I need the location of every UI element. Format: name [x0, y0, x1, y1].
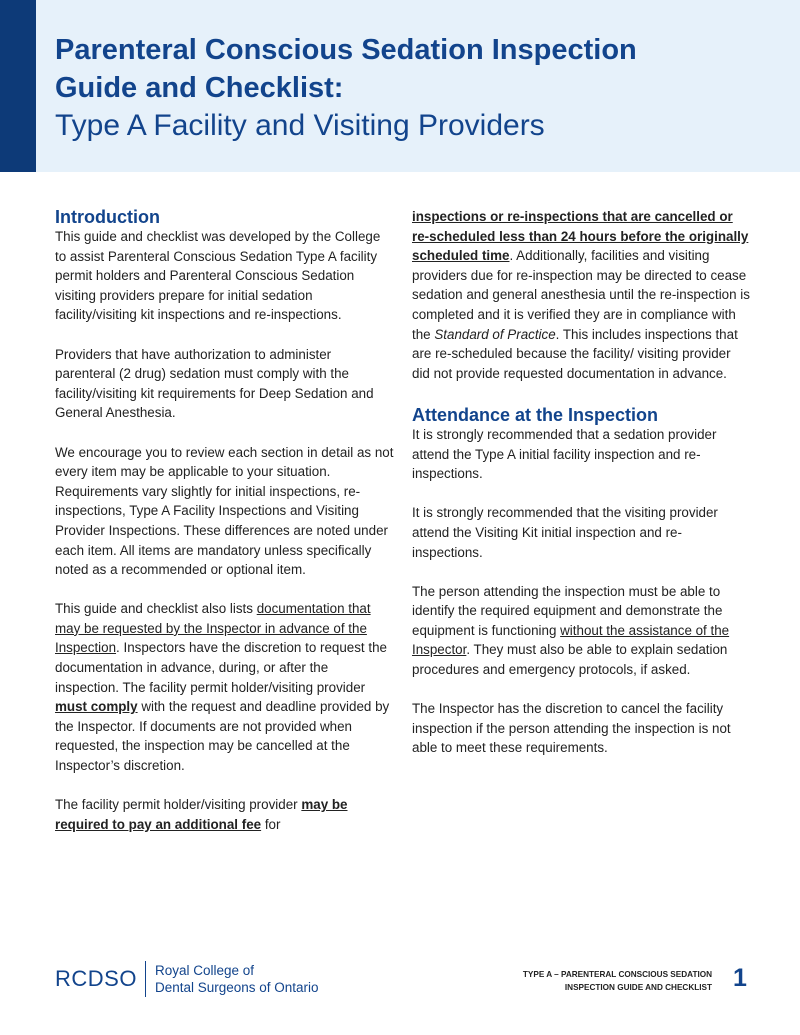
without-assistance-link[interactable]: without the assistance of the Inspector	[412, 622, 730, 658]
must-comply-emphasis: must comply	[55, 699, 138, 715]
attendance-paragraph-1: It is strongly recommended that a sedation provider attend the Type A initial facility inspection and re-inspections.	[412, 426, 717, 482]
title-line-1: Parenteral Conscious Sedation Inspection	[55, 34, 637, 66]
logo-divider	[145, 961, 146, 997]
intro-paragraph-5: The facility permit holder/visiting provider may be required to pay an additional fee for	[55, 797, 348, 832]
rcdso-logo	[55, 961, 319, 997]
standard-of-practice-ref: Standard of Practice	[434, 326, 556, 342]
logo-wordmark: RCDSO	[55, 966, 137, 991]
attendance-paragraph-4: The Inspector has the discretion to cancel the facility inspection if the person attending the inspection is not able to meet these requirements.	[412, 701, 731, 756]
header-accent-bar	[0, 0, 36, 172]
page-subtitle: Type A Facility and Visiting Providers	[55, 109, 545, 142]
intro-paragraph-3: We encourage you to review each section in detail as not every item may be applicable to your situation. Requirements vary slightly for initial inspections, re-inspections, Type A Facility Inspections and Visiting Provider Inspections. These differences are noted under each item. All items are mandatory unless specifically noted as a recommended or optional item.	[55, 444, 394, 578]
right-column	[412, 207, 752, 758]
page-number: 1	[733, 964, 747, 992]
intro-paragraph-4: This guide and checklist also lists documentation that may be requested by the Inspector in advance of the Inspection. Inspectors have the discretion to request the documentation in advance, during, or after the inspection. The facility permit holder/visiting provider must comply with the request and deadline provided by the Inspector. If documents are not provided when requested, the inspection may be cancelled at the Inspector’s discretion.	[55, 601, 390, 774]
attendance-heading: Attendance at the Inspection	[412, 404, 659, 425]
documentation-link[interactable]: documentation that may be requested by the Inspector in advance of the Inspection	[55, 601, 371, 656]
introduction-heading: Introduction	[55, 207, 160, 227]
organization-name: Royal College of Dental Surgeons of Ontario	[154, 963, 319, 995]
intro-paragraph-2: Providers that have authorization to administer parenteral (2 drug) sedation must comply with the facility/visiting kit requirements for Deep Sedation and General Anesthesia.	[55, 346, 374, 421]
intro-paragraph-1: This guide and checklist was developed by the College to assist Parenteral Conscious Sedation Type A facility permit holders and Parenteral Conscious Sedation visiting providers prepare for initial sedation facility/visiting kit inspections and re-inspections.	[55, 229, 381, 323]
additional-fee-emphasis: may be required to pay an additional fee	[55, 797, 348, 832]
title-line-2: Guide and Checklist:	[55, 72, 344, 104]
fee-continuation-paragraph: inspections or re-inspections that are cancelled or re-scheduled less than 24 hours before the originally scheduled time. Additionally, facilities and visiting providers due for re-inspection may be directed to cease sedation and general anesthesia until the re-inspection is completed and it is verified they are in compliance with the Standard of Practice. This includes inspections that are re-scheduled because the facility/ visiting provider did not provide requested documentation in advance.	[412, 209, 750, 381]
cancellation-emphasis: inspections or re-inspections that are cancelled or re-scheduled less than 24 hours before the originally scheduled time	[412, 209, 749, 264]
document-footer-title: TYPE A – PARENTERAL CONSCIOUS SEDATION INSPECTION GUIDE AND CHECKLIST	[522, 970, 712, 992]
attendance-paragraph-2: It is strongly recommended that the visiting provider attend the Visiting Kit initial inspection and re-inspections.	[412, 505, 718, 560]
page-title	[55, 31, 775, 107]
left-column	[55, 205, 395, 834]
attendance-paragraph-3: The person attending the inspection must be able to identify the required equipment and demonstrate the equipment is functioning without the assistance of the Inspector. They must also be able to explain sedation procedures and emergency protocols, if asked.	[412, 583, 730, 678]
